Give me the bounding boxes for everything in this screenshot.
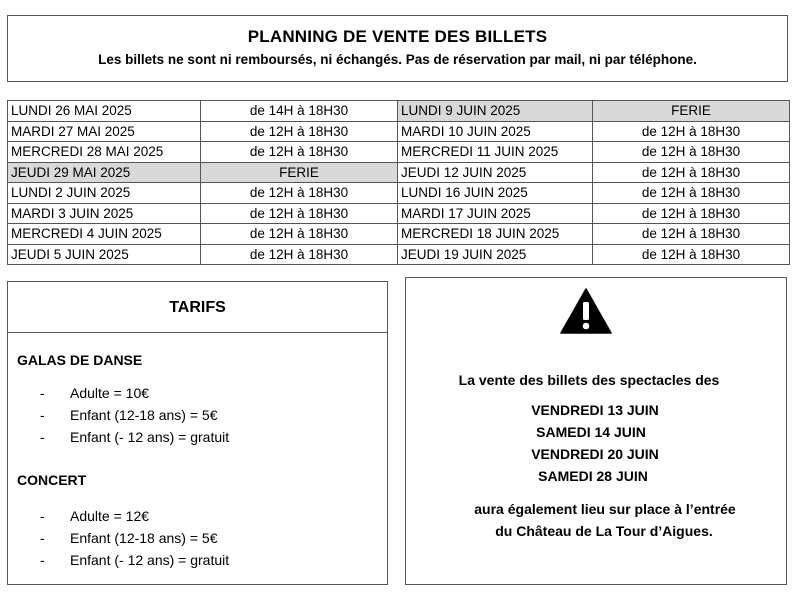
date-cell: MARDI 3 JUIN 2025 xyxy=(8,203,201,224)
notice-date: SAMEDI 28 JUIN xyxy=(538,468,648,484)
time-cell: de 12H à 18H30 xyxy=(201,224,398,245)
time-cell: de 12H à 18H30 xyxy=(593,203,790,224)
schedule-table xyxy=(7,100,790,265)
date-cell: MARDI 17 JUIN 2025 xyxy=(398,203,593,224)
date-cell: MERCREDI 4 JUIN 2025 xyxy=(8,224,201,245)
list-item xyxy=(17,505,229,527)
price-label: Enfant (12-18 ans) = 5€ xyxy=(70,530,218,546)
date-cell: MERCREDI 28 MAI 2025 xyxy=(8,142,201,163)
table-row xyxy=(8,244,790,265)
price-label: Adulte = 10€ xyxy=(70,385,150,401)
concert-title: CONCERT xyxy=(17,472,87,488)
time-cell: de 12H à 18H30 xyxy=(201,244,398,265)
table-row xyxy=(8,183,790,204)
notice-box xyxy=(405,277,787,585)
list-dash: - xyxy=(40,508,45,524)
time-cell: de 12H à 18H30 xyxy=(593,121,790,142)
time-cell: de 12H à 18H30 xyxy=(593,162,790,183)
list-dash: - xyxy=(40,385,45,401)
page-title: PLANNING DE VENTE DES BILLETS xyxy=(247,27,548,46)
date-cell: LUNDI 2 JUIN 2025 xyxy=(8,183,201,204)
notice-intro: La vente des billets des spectacles des xyxy=(458,372,720,388)
price-label: Adulte = 12€ xyxy=(70,508,150,524)
notice-outro: du Château de La Tour d’Aigues. xyxy=(495,523,713,539)
date-cell: MARDI 10 JUIN 2025 xyxy=(398,121,593,142)
time-cell: de 14H à 18H30 xyxy=(201,101,398,122)
list-item xyxy=(17,527,229,549)
date-cell: MERCREDI 18 JUIN 2025 xyxy=(398,224,593,245)
notice-outro: aura également lieu sur place à l’entrée xyxy=(474,501,736,517)
table-row xyxy=(8,162,790,183)
price-label: Enfant (- 12 ans) = gratuit xyxy=(70,552,230,568)
tarifs-title: TARIFS xyxy=(8,282,387,333)
holiday-cell: FERIE xyxy=(201,162,398,183)
galas-price-list xyxy=(17,382,229,448)
time-cell: de 12H à 18H30 xyxy=(201,183,398,204)
notice-date: VENDREDI 13 JUIN xyxy=(531,402,659,418)
date-cell: JEUDI 19 JUIN 2025 xyxy=(398,244,593,265)
notice-date: SAMEDI 14 JUIN xyxy=(536,424,646,440)
warning-icon xyxy=(560,288,612,334)
tarifs-box xyxy=(7,281,388,585)
list-dash: - xyxy=(40,552,45,568)
time-cell: de 12H à 18H30 xyxy=(593,244,790,265)
date-cell: MERCREDI 11 JUIN 2025 xyxy=(398,142,593,163)
header-box xyxy=(7,15,788,82)
list-item xyxy=(17,382,229,404)
price-label: Enfant (- 12 ans) = gratuit xyxy=(70,429,230,445)
page-subtitle: Les billets ne sont ni remboursés, ni échangés. Pas de réservation par mail, ni par téléphone. xyxy=(98,52,697,67)
table-row xyxy=(8,224,790,245)
list-item xyxy=(17,549,229,571)
list-dash: - xyxy=(40,530,45,546)
table-row xyxy=(8,142,790,163)
date-cell: LUNDI 16 JUIN 2025 xyxy=(398,183,593,204)
list-dash: - xyxy=(40,407,45,423)
date-cell: JEUDI 12 JUIN 2025 xyxy=(398,162,593,183)
date-cell: LUNDI 26 MAI 2025 xyxy=(8,101,201,122)
time-cell: de 12H à 18H30 xyxy=(593,183,790,204)
table-row xyxy=(8,203,790,224)
concert-price-list xyxy=(17,505,229,571)
time-cell: de 12H à 18H30 xyxy=(201,203,398,224)
list-dash: - xyxy=(40,429,45,445)
table-row xyxy=(8,121,790,142)
time-cell: de 12H à 18H30 xyxy=(201,121,398,142)
list-item xyxy=(17,426,229,448)
list-item xyxy=(17,404,229,426)
holiday-cell: FERIE xyxy=(593,101,790,122)
notice-date: VENDREDI 20 JUIN xyxy=(531,446,659,462)
date-cell: JEUDI 29 MAI 2025 xyxy=(8,162,201,183)
date-cell: MARDI 27 MAI 2025 xyxy=(8,121,201,142)
galas-title: GALAS DE DANSE xyxy=(17,352,143,368)
price-label: Enfant (12-18 ans) = 5€ xyxy=(70,407,218,423)
table-row xyxy=(8,101,790,122)
time-cell: de 12H à 18H30 xyxy=(593,142,790,163)
time-cell: de 12H à 18H30 xyxy=(593,224,790,245)
date-cell: JEUDI 5 JUIN 2025 xyxy=(8,244,201,265)
date-cell: LUNDI 9 JUIN 2025 xyxy=(398,101,593,122)
time-cell: de 12H à 18H30 xyxy=(201,142,398,163)
